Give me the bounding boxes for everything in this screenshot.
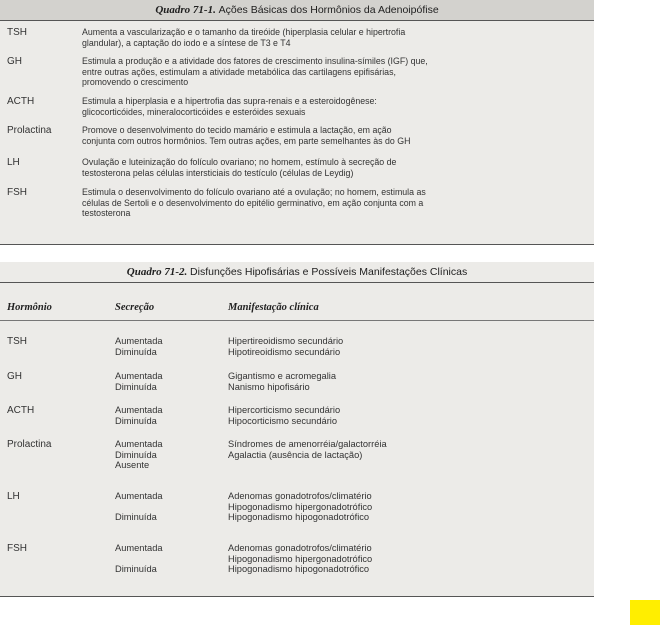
- action-line: Aumenta a vascularização e o tamanho da tireóide (hiperplasia celular e hipertrofia: [82, 27, 406, 37]
- action-line: glandular), a captação do iodo e a síntese de T3 e T4: [82, 37, 291, 48]
- manifestation-line: Agalactia (ausência de lactação): [228, 449, 363, 460]
- hormone-action: [82, 125, 587, 146]
- action-line: conjunta com outros hormônios. Tem outras ações, em parte semelhantes às do GH: [82, 135, 411, 146]
- manifestation-line: Hipogonadismo hipergonadotrófico: [228, 501, 373, 512]
- quadro-71-1-number: Quadro 71-1.: [155, 4, 216, 16]
- manifestation-cell: [228, 336, 343, 357]
- secretion-line: Diminuída: [115, 564, 157, 575]
- secretion-line: [115, 554, 163, 565]
- quadro-71-1-table: [0, 0, 594, 245]
- hormone-name: FSH: [7, 187, 27, 198]
- hormone-action: [82, 187, 587, 219]
- secretion-line: Aumentada: [115, 405, 163, 415]
- column-header-manifestacao: Manifestação clínica: [228, 302, 319, 313]
- action-line: entre outras ações, estimulam a atividade metabólica das cartilagens epifisárias,: [82, 66, 396, 77]
- hormone-action: [82, 96, 587, 117]
- manifestation-line: Nanismo hipofisário: [228, 381, 310, 392]
- manifestation-cell: [228, 371, 336, 392]
- hormone-name: ACTH: [7, 405, 35, 416]
- secretion-line: Aumentada: [115, 543, 163, 553]
- manifestation-line: Hipogonadismo hipergonadotrófico: [228, 553, 373, 564]
- secretion-line: Diminuída: [115, 449, 157, 460]
- action-line: promovendo o crescimento: [82, 77, 189, 88]
- secretion-cell: [115, 371, 163, 392]
- manifestation-line: Hipocorticismo secundário: [228, 415, 338, 426]
- quadro-71-2-title: [0, 266, 594, 278]
- hormone-name: GH: [7, 56, 22, 67]
- manifestation-cell: [228, 439, 387, 460]
- hormone-name: LH: [7, 491, 20, 502]
- manifestation-cell: [228, 405, 340, 426]
- secretion-line: Diminuída: [115, 512, 157, 523]
- secretion-cell: [115, 439, 163, 471]
- action-line: testosterona: [82, 208, 131, 219]
- manifestation-line: Hipogonadismo hipogonadotrófico: [228, 512, 370, 523]
- hormone-action: [82, 27, 587, 48]
- hormone-name: Prolactina: [7, 125, 52, 136]
- hormone-action: [82, 157, 587, 178]
- secretion-line: Aumentada: [115, 336, 163, 346]
- manifestation-line: Síndromes de amenorréia/galactorréia: [228, 439, 387, 449]
- action-line: glicocorticóides, mineralocorticóides e esteróides sexuais: [82, 106, 306, 117]
- hormone-name: ACTH: [7, 96, 35, 107]
- manifestation-line: Hipogonadismo hipogonadotrófico: [228, 564, 370, 575]
- manifestation-line: Gigantismo e acromegalia: [228, 371, 336, 381]
- manifestation-line: Hipotireoidismo secundário: [228, 346, 341, 357]
- quadro-71-2-title-bar: [0, 262, 594, 283]
- manifestation-cell: [228, 491, 372, 523]
- action-line: Ovulação e luteinização do folículo ovariano; no homem, estímulo à secreção de: [82, 157, 397, 167]
- secretion-cell: [115, 405, 163, 426]
- hormone-name: GH: [7, 371, 22, 382]
- action-line: testosterona pelas células intersticiais do testículo (células de Leydig): [82, 167, 354, 178]
- manifestation-line: Adenomas gonadotrofos/climatério: [228, 543, 372, 553]
- quadro-71-2-table: [0, 262, 594, 597]
- secretion-line: Ausente: [115, 460, 150, 471]
- secretion-line: Diminuída: [115, 346, 157, 357]
- quadro-71-2-number: Quadro 71-2.: [126, 266, 188, 278]
- quadro-71-2-bottom-rule: [0, 596, 594, 597]
- secretion-cell: [115, 336, 163, 357]
- hormone-name: FSH: [7, 543, 27, 554]
- secretion-cell: [115, 543, 163, 575]
- action-line: Estimula a hiperplasia e a hipertrofia das supra-renais e a esteroidogênese:: [82, 96, 377, 106]
- manifestation-cell: [228, 543, 372, 575]
- hormone-name: TSH: [7, 336, 27, 347]
- quadro-71-1-title-bar: [0, 0, 594, 21]
- hormone-name: LH: [7, 157, 20, 168]
- action-line: Estimula a produção e a atividade dos fatores de crescimento insulina-símiles (IGF) que,: [82, 56, 428, 66]
- column-header-secrecao: Secreção: [115, 302, 155, 313]
- column-header-hormonio: Hormônio: [7, 302, 52, 313]
- action-line: células de Sertoli e o desenvolvimento do epitélio germinativo, em ação conjunta com a: [82, 197, 424, 208]
- secretion-line: Diminuída: [115, 415, 157, 426]
- quadro-71-1-bottom-rule: [0, 244, 594, 245]
- manifestation-line: Adenomas gonadotrofos/climatério: [228, 491, 372, 501]
- secretion-line: Diminuída: [115, 381, 157, 392]
- secretion-line: Aumentada: [115, 439, 163, 449]
- secretion-line: Aumentada: [115, 371, 163, 381]
- header-rule: [0, 320, 594, 321]
- secretion-line: [115, 502, 163, 513]
- manifestation-line: Hipercorticismo secundário: [228, 405, 341, 415]
- action-line: Estimula o desenvolvimento do folículo ovariano até a ovulação; no homem, estimula as: [82, 187, 426, 197]
- secretion-line: Aumentada: [115, 491, 163, 501]
- hormone-name: TSH: [7, 27, 27, 38]
- quadro-71-1-title-text: Ações Básicas dos Hormônios da Adenoipófise: [218, 4, 439, 16]
- yellow-highlight-marker: [630, 600, 660, 625]
- hormone-name: Prolactina: [7, 439, 52, 450]
- quadro-71-1-title: [0, 4, 594, 16]
- quadro-71-2-title-text: Disfunções Hipofisárias e Possíveis Manifestações Clínicas: [190, 266, 468, 278]
- hormone-action: [82, 56, 587, 88]
- manifestation-line: Hipertireoidismo secundário: [228, 336, 344, 346]
- secretion-cell: [115, 491, 163, 523]
- action-line: Promove o desenvolvimento do tecido mamário e estimula a lactação, em ação: [82, 125, 392, 135]
